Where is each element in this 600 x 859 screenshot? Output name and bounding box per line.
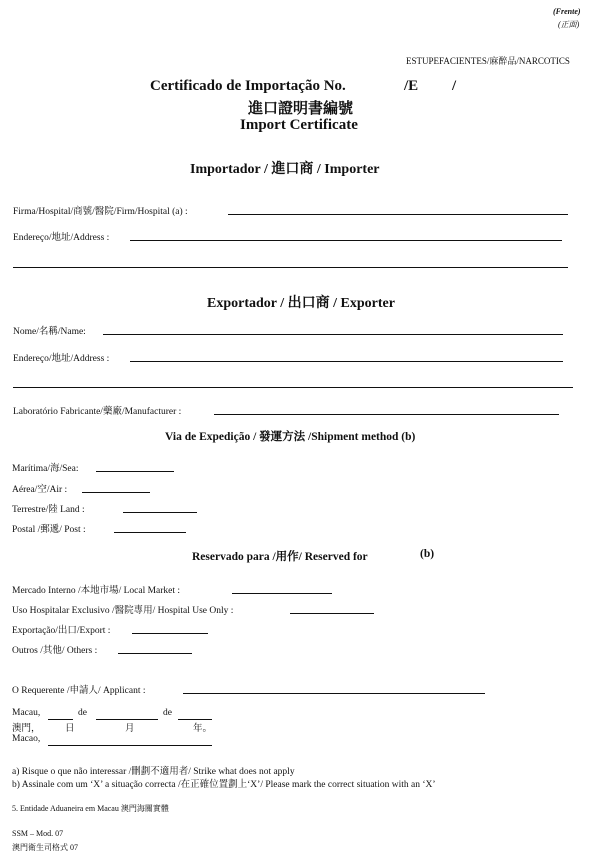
- certificate-title-zh: 進口證明書編號: [248, 101, 354, 117]
- model-code-zh: 澳門衛生司格式 07: [12, 843, 78, 852]
- note-b: b) Assinale com um ‘X’ a situação correcta /在正確位置劃上‘X’/ Please mark the correct situation with an ‘X’: [12, 780, 436, 790]
- shipment-land-label: Terrestre/陸 Land :: [12, 505, 85, 515]
- reserved-export-field[interactable]: [132, 633, 208, 634]
- exporter-heading: Exportador / 出口商 / Exporter: [207, 296, 395, 311]
- reserved-others-label: Outros /其他/ Others :: [12, 646, 98, 656]
- reserved-local-label: Mercado Interno /本地市場/ Local Market :: [12, 586, 181, 596]
- date-de-1: de: [78, 708, 87, 718]
- reserved-export-label: Exportação/出口/Export :: [12, 626, 111, 636]
- manufacturer-field[interactable]: [214, 414, 559, 415]
- date-zh-year: 年。: [193, 724, 213, 734]
- date-macau-label: Macau,: [12, 708, 41, 718]
- date-macao-label: Macao,: [12, 734, 41, 744]
- shipment-sea-label: Marítima/海/Sea:: [12, 464, 79, 474]
- date-macao-field[interactable]: [48, 745, 212, 746]
- importer-heading: Importador / 進口商 / Importer: [190, 162, 380, 177]
- reserved-heading: Reservado para /用作/ Reserved for: [192, 551, 368, 563]
- certificate-title-en: Import Certificate: [240, 117, 358, 133]
- date-de-2: de: [163, 708, 172, 718]
- exporter-address-field-2[interactable]: [13, 387, 573, 388]
- certificate-title-pt: Certificado de Importação No.: [150, 78, 346, 94]
- importer-address-label: Endereço/地址/Address :: [13, 233, 110, 243]
- shipment-air-label: Aérea/空/Air :: [12, 485, 68, 495]
- shipment-land-field[interactable]: [123, 512, 197, 513]
- shipment-sea-field[interactable]: [96, 471, 174, 472]
- exporter-name-label: Nome/名稱/Name:: [13, 327, 86, 337]
- exporter-address-label: Endereço/地址/Address :: [13, 354, 110, 364]
- narcotics-category: ESTUPEFACIENTES/麻醉品/NARCOTICS: [406, 56, 570, 66]
- customs-entity: 5. Entidade Aduaneira em Macau 澳門海關實體: [12, 804, 169, 813]
- date-zh-month: 月: [125, 724, 135, 734]
- manufacturer-label: Laboratório Fabricante/藥廠/Manufacturer :: [13, 407, 182, 417]
- importer-firm-field[interactable]: [228, 214, 568, 215]
- exporter-address-field[interactable]: [130, 361, 563, 362]
- frente-label: (Frente): [553, 7, 581, 16]
- frente-zh-label: (正面): [558, 20, 580, 29]
- shipment-heading: Via de Expedição / 發運方法 /Shipment method (b): [165, 431, 416, 443]
- importer-address-field[interactable]: [130, 240, 562, 241]
- model-code: SSM – Mod. 07: [12, 829, 64, 838]
- reserved-hospital-field[interactable]: [290, 613, 374, 614]
- importer-firm-label: Firma/Hospital/商號/醫院/Firm/Hospital (a) :: [13, 207, 188, 217]
- reserved-heading-b: (b): [420, 548, 435, 560]
- note-a: a) Risque o que não interessar /刪劃不適用者/ Strike what does not apply: [12, 767, 295, 777]
- applicant-field[interactable]: [183, 693, 485, 694]
- certificate-number-e: /E: [404, 78, 419, 94]
- certificate-number-slash: /: [452, 78, 457, 94]
- reserved-local-field[interactable]: [232, 593, 332, 594]
- applicant-label: O Requerente /申請人/ Applicant :: [12, 686, 146, 696]
- exporter-name-field[interactable]: [103, 334, 563, 335]
- date-zh-day: 日: [65, 724, 75, 734]
- shipment-post-field[interactable]: [114, 532, 186, 533]
- importer-address-field-2[interactable]: [13, 267, 568, 268]
- date-zh-place: 澳門，: [12, 724, 41, 734]
- shipment-air-field[interactable]: [82, 492, 150, 493]
- reserved-others-field[interactable]: [118, 653, 192, 654]
- reserved-hospital-label: Uso Hospitalar Exclusivo /醫院專用/ Hospital Use Only :: [12, 606, 234, 616]
- shipment-post-label: Postal /郵遞/ Post :: [12, 525, 86, 535]
